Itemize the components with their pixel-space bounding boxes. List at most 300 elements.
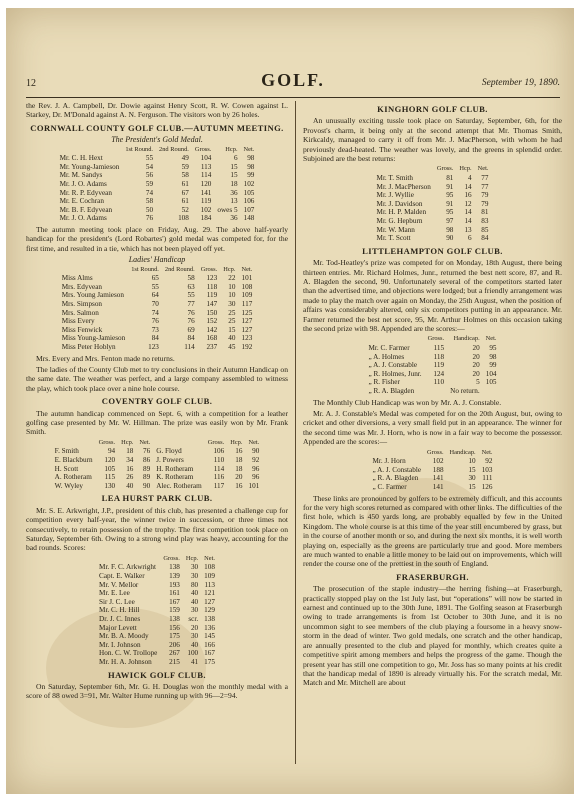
player-name-cell: Mr. C. H. Hill xyxy=(99,606,140,615)
table-row xyxy=(57,171,258,180)
column-header xyxy=(59,266,129,275)
score-cell: 77 xyxy=(481,174,489,183)
table-row xyxy=(96,581,218,590)
score-cell: 30 xyxy=(190,571,199,580)
score-cell: 25 xyxy=(228,317,236,326)
column-header: Net. xyxy=(204,554,215,562)
score-cell: 267 xyxy=(169,649,180,658)
table-row xyxy=(96,598,218,607)
score-cell: 20 xyxy=(472,344,480,353)
score-cell: 114 xyxy=(200,171,212,180)
score-cell: 20 xyxy=(235,473,243,482)
littlehampton-paragraph: Mr. Tod-Heatley's prize was competed for on Monday, 18th August, there being thirteen entries. Mr. Richard Holmes, Junr., returned the best nett score, 87, and R. A. Blagden the second, 90. Unfortunately several of the competitors started later than the advertised time, and objections were lodged; but a friendly arrangement was made to play the match over again on Monday, the 25th August, when the position of affairs was considerably altered, only six competitors putting in an appearance. Mr. Farmer returned the best net score, 95, Mr. Arthur Holmes on this occasion taking the second prize with 98. Appended are the scores:— xyxy=(303,258,562,334)
score-cell: 14 xyxy=(464,182,472,191)
score-cell: 56 xyxy=(145,171,154,180)
score-cell: 89 xyxy=(143,464,151,473)
score-cell: 49 xyxy=(181,154,189,163)
player-name-cell: K. Rotheram xyxy=(156,473,194,482)
player-name-cell: Mr. C. H. Hext xyxy=(59,154,103,163)
score-cell: 61 xyxy=(181,197,189,206)
score-cell: 106 xyxy=(213,447,225,456)
player-name-cell: Mr. M. Sandys xyxy=(59,171,103,180)
score-cell: 100 xyxy=(187,649,199,658)
player-name-cell: Mr. H. P. Malden xyxy=(376,208,427,217)
player-name-cell: „ A. J. Constable xyxy=(368,361,418,370)
column-header: Net. xyxy=(139,438,151,446)
table-row xyxy=(96,589,218,598)
score-cell: 84 xyxy=(187,334,195,343)
hawick-paragraph: On Saturday, September 6th, Mr. G. H. Douglas won the monthly medal with a score of 88 owed 3=91, Mr. Walter Hume running up with 96—2=94. xyxy=(26,681,288,701)
score-cell: 52 xyxy=(181,205,189,214)
score-cell: 14 xyxy=(464,217,472,225)
score-cell: 30 xyxy=(190,606,199,615)
score-cell: 30 xyxy=(190,563,199,572)
score-cell: 102 xyxy=(432,457,444,466)
score-cell: 120 xyxy=(200,180,212,188)
score-cell: 108 xyxy=(178,214,189,223)
player-name-cell: Hon. C. W. Trollope xyxy=(99,649,158,658)
player-name-cell: H. Scott xyxy=(54,464,79,473)
right-column xyxy=(303,101,562,690)
score-cell: 15 xyxy=(468,483,476,491)
score-cell: 79 xyxy=(481,199,489,208)
score-cell: 40 xyxy=(190,597,199,606)
player-name-cell: A. Rotheram xyxy=(54,473,92,482)
score-cell: 34 xyxy=(126,455,134,464)
score-cell: 167 xyxy=(204,649,215,658)
table-row xyxy=(96,563,218,572)
score-cell: 237 xyxy=(206,342,218,351)
table-row xyxy=(370,457,496,466)
ladies-subheading: Ladies' Handicap xyxy=(128,255,186,265)
column-header: Handicap. xyxy=(453,335,480,343)
score-cell: 99 xyxy=(247,171,255,180)
score-cell: 90 xyxy=(252,447,260,456)
score-cell: 6 xyxy=(233,154,238,163)
table-row xyxy=(57,206,258,215)
ladies-table xyxy=(59,266,256,352)
table-row xyxy=(96,632,218,641)
score-cell: 70 xyxy=(151,299,159,308)
column-header: Handicap. xyxy=(449,448,476,456)
page-title: GOLF. xyxy=(261,70,325,90)
column-header xyxy=(57,146,123,155)
score-cell: 25 xyxy=(228,308,236,317)
score-cell: 127 xyxy=(204,597,215,606)
score-cell: 114 xyxy=(184,342,195,351)
player-name-cell: Mr. B. F. Edyvean xyxy=(59,205,113,214)
coventry-table xyxy=(52,439,263,491)
score-cell: 84 xyxy=(481,234,489,243)
player-name-cell: Mr. J. O. Adams xyxy=(59,214,107,223)
score-cell: 123 xyxy=(206,274,218,283)
kinghorn-table xyxy=(374,165,492,242)
score-cell: 152 xyxy=(206,317,218,326)
score-cell: 95 xyxy=(446,191,454,200)
table-row xyxy=(370,474,496,483)
score-cell: 18 xyxy=(126,447,134,456)
score-cell: 156 xyxy=(169,623,180,632)
score-cell: 58 xyxy=(145,197,154,206)
score-cell: 13 xyxy=(464,225,472,234)
score-cell: 40 xyxy=(190,589,199,598)
score-cell: 14 xyxy=(464,208,472,217)
score-cell: 63 xyxy=(187,282,195,291)
page-number: 12 xyxy=(26,78,36,89)
score-cell: 67 xyxy=(181,188,189,197)
page-header xyxy=(26,70,560,96)
player-name-cell: Mr. C. Farmer xyxy=(368,344,410,353)
table-row xyxy=(96,572,218,581)
score-cell: 119 xyxy=(433,361,445,370)
score-cell: 10 xyxy=(228,291,236,300)
score-cell: 55 xyxy=(151,282,159,291)
score-cell: 168 xyxy=(206,334,218,343)
littlehampton-heading: LITTLEHAMPTON GOLF CLUB. xyxy=(362,245,503,256)
score-cell: 127 xyxy=(241,325,253,334)
score-cell: 102 xyxy=(200,205,212,214)
player-name-cell: Mr. J. Wyllie xyxy=(376,191,414,200)
score-cell: 20 xyxy=(472,369,480,378)
table-row xyxy=(374,191,492,200)
score-cell: 20 xyxy=(472,352,480,361)
score-cell: 55 xyxy=(145,154,154,163)
player-name-cell: F. Smith xyxy=(54,447,79,456)
table-header-row xyxy=(96,555,218,564)
table-row xyxy=(52,473,263,482)
score-cell: No return. xyxy=(450,387,480,395)
player-name-cell: Mr. Young-Jamieson xyxy=(59,162,120,171)
column-header: Hcp. xyxy=(230,438,243,446)
score-cell: 98 xyxy=(446,225,454,234)
table-row xyxy=(366,353,500,362)
score-cell: 91 xyxy=(446,182,454,191)
hawick-heading: HAWICK GOLF CLUB. xyxy=(108,669,206,680)
cornwall-heading: CORNWALL COUNTY GOLF CLUB.—AUTUMN MEETING. xyxy=(30,122,284,133)
player-name-cell: Mr. W. Mann xyxy=(376,225,415,234)
score-cell: 85 xyxy=(481,225,489,234)
score-cell: 127 xyxy=(241,317,253,326)
player-name-cell: Mrs. Young Jamieson xyxy=(61,291,124,300)
score-cell: 41 xyxy=(190,657,199,666)
ladies-note: The ladies of the County Club met to try conclusions in their Autumn Handicap on the same date. The weather was perfect, and a large company assembled to witness the play, which took place over a nine hole course. xyxy=(26,364,288,393)
player-name-cell: Dr. J. C. Innes xyxy=(99,614,141,623)
column-header: Hcp. xyxy=(459,165,472,173)
score-cell: 40 xyxy=(126,481,134,490)
score-cell: 175 xyxy=(169,632,180,641)
score-cell: 150 xyxy=(206,308,218,317)
score-cell: 147 xyxy=(206,299,218,308)
table-header-row xyxy=(57,146,258,155)
player-name-cell: Mr. T. Smith xyxy=(376,174,414,183)
score-cell: 40 xyxy=(228,334,236,343)
column-header: Gross. xyxy=(207,438,225,446)
score-cell: 30 xyxy=(228,299,236,308)
column-header: Net. xyxy=(241,265,253,273)
score-cell: 61 xyxy=(181,180,189,188)
table-row xyxy=(57,180,258,189)
table-header-row xyxy=(370,449,496,458)
player-name-cell: G. Floyd xyxy=(156,447,182,456)
score-cell: 129 xyxy=(204,606,215,615)
score-cell: 119 xyxy=(206,291,218,300)
score-cell: 104 xyxy=(485,369,497,378)
score-cell: 83 xyxy=(481,217,489,225)
links-paragraph: These links are pronounced by golfers to be extremely difficult, and this accounts for the very high scores returned as compared with other links. The difficulties of the first hole, which is 450 yards long, are probably equalled by few in the United Kingdom. The whole course is at this time of the year still encumbered by grass, but in the course of another month or so, and during the next six months, it is well worth playing on, especially as the greens are particularly true and good. More members are much wanted to enable a little money to be laid out on improvements, which will render the course one of the prettiest in the south of England. xyxy=(303,493,562,569)
table-row xyxy=(59,309,256,318)
score-cell: 159 xyxy=(169,606,180,615)
table-row xyxy=(374,234,492,243)
score-cell: 84 xyxy=(151,334,159,343)
score-cell: 81 xyxy=(446,174,454,183)
player-name-cell: Mrs. Salmon xyxy=(61,308,99,317)
score-cell: 123 xyxy=(148,342,159,351)
score-cell: 18 xyxy=(230,180,238,188)
score-cell: 18 xyxy=(235,455,243,464)
table-row xyxy=(59,283,256,292)
score-cell: 167 xyxy=(169,597,180,606)
score-cell: 215 xyxy=(169,657,180,666)
score-cell: 138 xyxy=(169,563,180,572)
table-row xyxy=(59,274,256,283)
coventry-heading: COVENTRY GOLF CLUB. xyxy=(101,396,213,407)
column-header xyxy=(374,165,434,174)
player-name-cell: J. Powers xyxy=(156,455,184,464)
table-header-row xyxy=(366,335,500,344)
player-name-cell: Miss Fenwick xyxy=(61,325,103,334)
score-cell: 76 xyxy=(151,317,159,326)
column-header: Net. xyxy=(481,448,493,456)
table-row xyxy=(57,163,258,172)
player-name-cell: Miss Peter Hoblyn xyxy=(61,342,116,351)
fraserburgh-heading: FRASERBURGH. xyxy=(396,571,469,582)
player-name-cell: Mr. J. Davidson xyxy=(376,199,423,208)
score-cell: 110 xyxy=(213,455,225,464)
score-cell: 121 xyxy=(204,589,215,598)
column-header: Gross. xyxy=(436,165,454,173)
score-cell: 206 xyxy=(169,640,180,649)
score-cell: 16 xyxy=(235,447,243,456)
score-cell: 89 xyxy=(143,473,151,482)
table-header-row xyxy=(374,165,492,174)
score-cell: 161 xyxy=(169,589,180,598)
medal-subheading: The President's Gold Medal. xyxy=(111,135,203,145)
score-cell: 90 xyxy=(446,234,454,243)
score-cell: 40 xyxy=(190,640,199,649)
score-cell: 101 xyxy=(248,481,260,490)
score-cell: 10 xyxy=(228,282,236,291)
player-name-cell: Mr. E. Cochran xyxy=(59,197,104,206)
column-header xyxy=(370,449,425,458)
player-name-cell: „ R. Holmes, Junr. xyxy=(368,369,422,378)
score-cell: 108 xyxy=(204,563,215,572)
score-cell: 30 xyxy=(190,632,199,641)
score-cell: 16 xyxy=(464,191,472,200)
leahurst-heading: LEA HURST PARK CLUB. xyxy=(101,493,213,504)
score-cell: 119 xyxy=(200,197,212,206)
table-row xyxy=(52,465,263,474)
column-header: Hcp. xyxy=(185,554,199,562)
column-header: Net. xyxy=(485,335,497,343)
column-header: Hcp. xyxy=(225,145,238,153)
player-name-cell: E. Blackburn xyxy=(54,455,93,464)
player-name-cell: „ R. A. Blagden xyxy=(368,387,415,395)
score-cell: 115 xyxy=(104,473,116,482)
score-cell: 166 xyxy=(204,640,215,649)
player-name-cell: „ A. J. Constable xyxy=(372,465,422,474)
column-header xyxy=(96,555,160,564)
score-cell: 94 xyxy=(107,447,116,456)
medal-table xyxy=(57,146,258,223)
score-cell: 58 xyxy=(187,274,195,283)
score-cell: 55 xyxy=(187,291,195,300)
score-cell: 18 xyxy=(235,464,243,473)
score-cell: 13 xyxy=(230,197,238,206)
score-cell: 120 xyxy=(104,455,116,464)
score-cell: 45 xyxy=(228,342,236,351)
score-cell: 76 xyxy=(187,317,195,326)
score-cell: 76 xyxy=(187,308,195,317)
coventry-paragraph: The autumn handicap commenced on Sept. 6, with a competition for a leather golfing case presented by Mr. W. Hillman. The prize was easily won by Mr. Frank Smith. xyxy=(26,408,288,437)
table-row xyxy=(366,361,500,370)
column-header: Gross. xyxy=(163,554,180,562)
score-cell: 130 xyxy=(104,481,116,490)
score-cell: 109 xyxy=(204,571,215,580)
column-header: 2nd Round. xyxy=(164,265,195,273)
column-header xyxy=(52,439,96,448)
column-header: 2nd Round. xyxy=(159,145,189,153)
score-cell: 64 xyxy=(151,291,159,300)
score-cell: 92 xyxy=(485,457,493,466)
player-name-cell: Mr. H. A. Johnson xyxy=(99,657,152,666)
score-cell: 114 xyxy=(213,464,225,473)
score-cell: 113 xyxy=(200,162,212,171)
issue-date: September 19, 1890. xyxy=(481,78,560,88)
player-name-cell: Mr. T. Scott xyxy=(376,234,411,243)
score-cell: 142 xyxy=(206,325,218,334)
score-cell: 76 xyxy=(145,214,154,223)
table-row xyxy=(366,344,500,353)
score-cell: 145 xyxy=(204,632,215,641)
score-cell: 15 xyxy=(468,465,476,474)
table-row xyxy=(59,343,256,352)
score-cell xyxy=(483,387,500,396)
score-cell: 98 xyxy=(247,154,255,163)
score-cell: 59 xyxy=(181,162,189,171)
score-cell: 102 xyxy=(243,180,255,188)
left-column xyxy=(26,101,288,703)
column-header: Gross. xyxy=(194,145,212,153)
table-row xyxy=(96,641,218,650)
score-cell: 22 xyxy=(228,274,236,283)
player-name-cell: Mr. J. Horn xyxy=(372,457,406,466)
score-cell: 98 xyxy=(489,352,497,361)
score-cell: 59 xyxy=(145,180,154,188)
player-name-cell: Miss Alms xyxy=(61,274,93,283)
score-cell: 20 xyxy=(190,623,199,632)
score-cell: 192 xyxy=(241,342,253,351)
score-cell: 73 xyxy=(151,325,159,334)
score-cell: 79 xyxy=(481,191,489,200)
table-row xyxy=(370,466,496,475)
column-header: Hcp. xyxy=(223,265,236,273)
column-header: Gross. xyxy=(200,265,218,273)
score-cell: 99 xyxy=(489,361,497,370)
score-cell: 109 xyxy=(241,291,253,300)
score-cell: 106 xyxy=(243,197,255,206)
player-name-cell: Mr. J. O. Adams xyxy=(59,180,107,188)
player-name-cell: Mr. B. A. Moody xyxy=(99,632,149,641)
score-cell: 15 xyxy=(228,325,236,334)
player-name-cell: Mr. G. Hepburn xyxy=(376,217,423,225)
fraserburgh-paragraph: The prosecution of the staple industry—the herring fishing—at Fraserburgh, practically stopped play on the 1st July last, but “operations” will now be started in earnest and continued up to the 30th June, 1891. The Golfing season at Fraserburgh owing to trade arrangements is from 1st October to 30th June, and it is no uncommon sight to see members of the club playing a foursome in a heavy snow-storm in the dead of winter. Two gold medals, one scratch and the other handicap, are annually presented to the club and played for monthly, which creates quite a competitive spirit among members and helps the progress of the game. Though the present year has still one competition to go, Mr. Joss has so many points at his credit that the handicap medal of 1890 is already virtually his. For the scratch medal, Mr. Match and Mr. Mitchell are about xyxy=(303,584,562,688)
player-name-cell: Miss Young-Jamieson xyxy=(61,334,126,343)
player-name-cell: Mrs. Edyvean xyxy=(61,282,103,291)
score-cell: 54 xyxy=(145,162,154,171)
newspaper-page xyxy=(6,8,574,794)
score-cell: 104 xyxy=(200,154,212,163)
score-cell: 15 xyxy=(230,171,238,180)
score-cell: 111 xyxy=(482,474,493,483)
score-cell: 110 xyxy=(433,378,445,387)
score-cell: 115 xyxy=(433,344,445,353)
table-row xyxy=(96,658,218,667)
score-cell: 80 xyxy=(190,580,199,589)
score-cell: 16 xyxy=(235,481,243,490)
score-cell: 117 xyxy=(213,481,225,490)
score-cell: 77 xyxy=(187,299,195,308)
score-cell: 124 xyxy=(433,369,445,378)
column-header xyxy=(153,439,205,448)
score-cell: 107 xyxy=(243,205,255,214)
column-header: Gross. xyxy=(427,335,445,343)
score-cell: 36 xyxy=(230,188,238,197)
score-cell: 81 xyxy=(481,208,489,217)
score-cell: 30 xyxy=(468,474,476,483)
score-cell: 136 xyxy=(204,623,215,632)
score-cell: 69 xyxy=(187,325,195,334)
score-cell: 77 xyxy=(481,182,489,191)
score-cell: 188 xyxy=(432,465,444,474)
table-row xyxy=(57,154,258,163)
score-cell: 58 xyxy=(181,171,189,180)
score-cell: 90 xyxy=(143,481,151,490)
score-cell: 10 xyxy=(468,457,476,466)
column-header: 1st Round. xyxy=(131,265,159,273)
score-cell: 95 xyxy=(489,344,497,353)
player-name-cell: Mr. R. P. Edyvean xyxy=(59,188,112,197)
column-header: Net. xyxy=(477,165,489,173)
table-row xyxy=(52,482,263,491)
table-row xyxy=(59,326,256,335)
player-name-cell: Mr. V. Mellor xyxy=(99,580,139,589)
ladies-tail: Mrs. Every and Mrs. Fenton made no returns. xyxy=(36,353,175,363)
table-row xyxy=(96,624,218,633)
table-row xyxy=(52,456,263,465)
table-row xyxy=(366,378,500,387)
score-cell: 184 xyxy=(200,214,212,223)
score-cell: 5 xyxy=(476,378,480,387)
column-header: 1st Round. xyxy=(125,145,154,153)
score-cell: 4 xyxy=(468,174,472,183)
score-cell: 50 xyxy=(145,205,154,214)
column-divider xyxy=(295,101,296,764)
leahurst-paragraph: Mr. S. E. Arkwright, J.P., president of this club, has presented a challenge cup for competition every half-year, the winner twice in succession, or three times not consecutively, to retain possession of the trophy. The first competition took place on Saturday, September 6th. Owing to a strong wind play was heavy, accounting for the bad rounds. Scores: xyxy=(26,505,288,553)
player-name-cell: W. Wyley xyxy=(54,481,83,490)
score-cell: 126 xyxy=(481,483,493,491)
score-cell: 91 xyxy=(446,199,454,208)
table-row xyxy=(366,370,500,379)
